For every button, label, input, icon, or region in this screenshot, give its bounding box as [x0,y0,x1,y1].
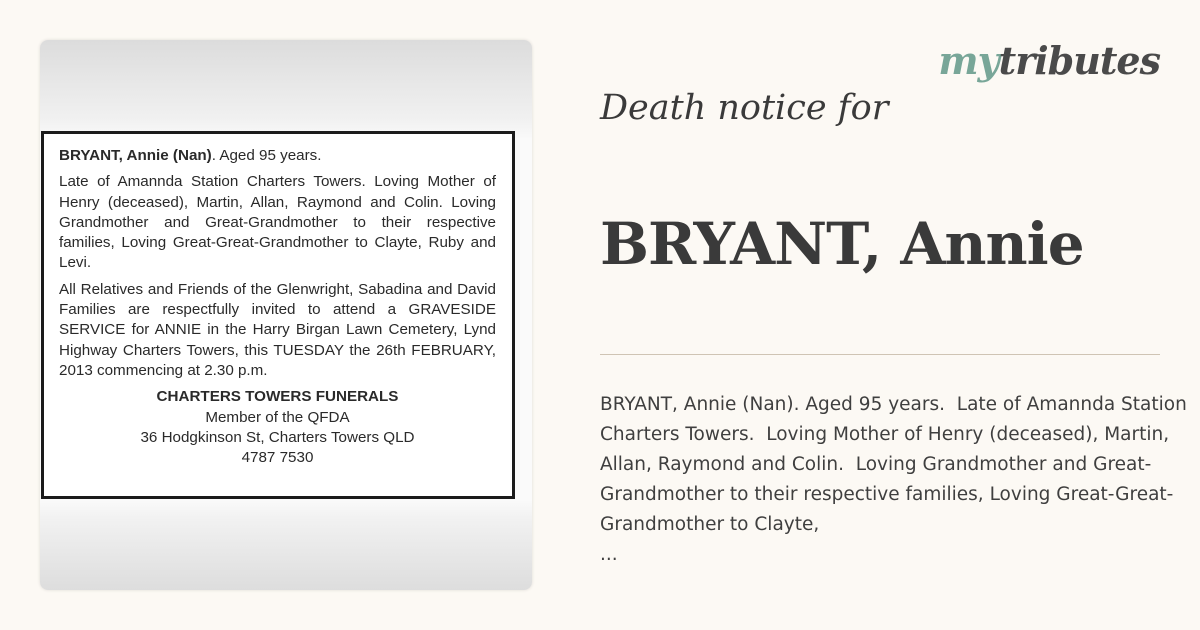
logo-my: my [938,38,999,83]
notice-family-paragraph: Late of Amannda Station Charters Towers. Loving Mother of Henry (deceased), Martin, Allan, Raymond and Colin. Loving Grandmother and Great-Grandmother to their respective families, Loving Great-Great-Grandmother to Clayte, Ruby and Levi. [59,173,496,272]
notice-deceased-name: BRYANT, Annie (Nan) [59,147,212,164]
logo-tributes: tributes [998,38,1160,83]
page-title: BRYANT, Annie [600,210,1084,278]
notice-service-paragraph: All Relatives and Friends of the Glenwright, Sabadina and David Families are respectfully invited to attend a GRAVESIDE SERVICE for ANNIE in the Harry Birgan Lawn Cemetery, Lynd Highway Charters Towers, this TUESDAY the 26th FEBRUARY, 2013 commencing at 2.30 p.m. [59,280,496,379]
divider [600,354,1160,355]
notice-summary: BRYANT, Annie (Nan). Aged 95 years. Late of Amannda Station Charters Towers. Loving Mother of Henry (deceased), Martin, Allan, Raymond and Colin. Loving Grandmother and Great-Grandmother to their respective families, Loving Great-Great-Grandmother to Clayte, ... [600,394,1187,565]
funeral-home-address: 36 Hodgkinson St, Charters Towers QLD [140,428,415,446]
notice-heading-line [59,146,496,166]
funeral-home-name: CHARTERS TOWERS FUNERALS [156,388,399,406]
notice-age: . Aged 95 years. [211,147,322,164]
funeral-home-phone: 4787 7530 [241,449,314,467]
page-subtitle: Death notice for [600,88,889,128]
mytributes-logo[interactable] [938,38,1160,83]
newspaper-notice [41,131,515,499]
funeral-home-member: Member of the QFDA [205,408,350,426]
